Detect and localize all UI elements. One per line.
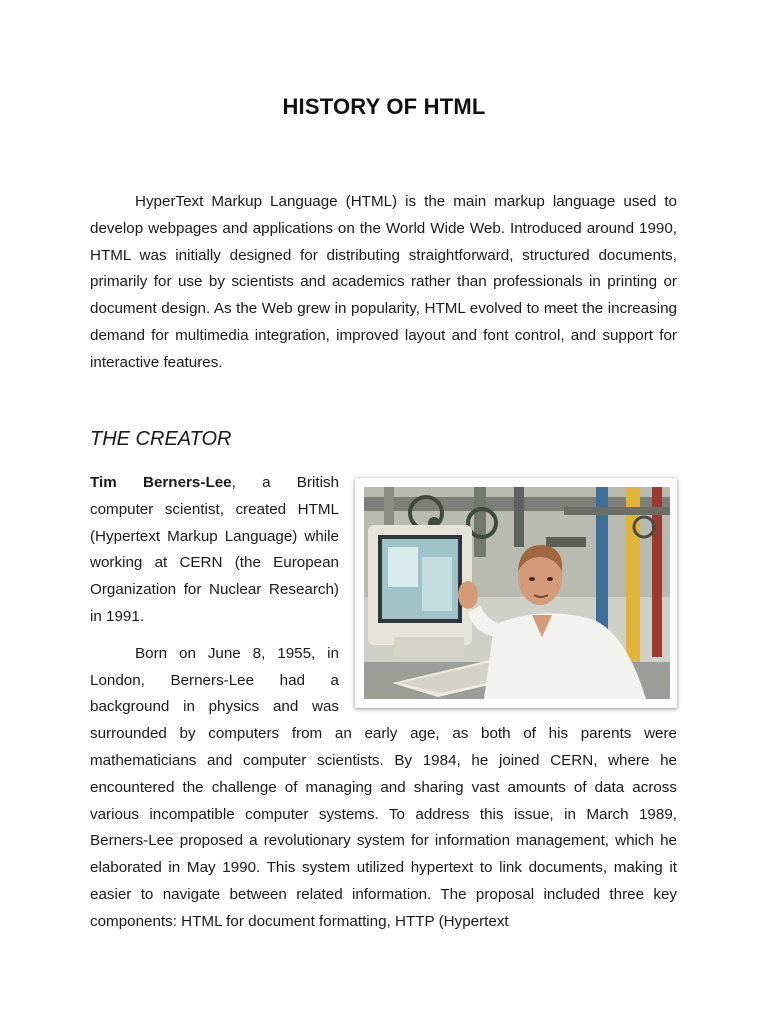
photo-of-man-at-computer xyxy=(364,487,670,699)
creator-name: Tim Berners-Lee xyxy=(90,474,232,491)
intro-paragraph: HyperText Markup Language (HTML) is the main markup language used to develop webpages and applications on the World Wide Web. Introduced around 1990, HTML was initially designed for distributing straightforward, structured documents, primarily for use by scientists and academics rather than professionals in printing or document design. As the Web grew in popularity, HTML evolved to meet the increasing demand for multimedia integration, improved layout and font control, and support for interactive features. xyxy=(90,193,677,371)
creator-paragraph-2: Born on June 8, 1955, in London, Berners-Lee had a background in physics and was surrounded by computers from an early age, as both of his parents were mathematicians and computer scientists. By 1984, he joined CERN, where he encountered the challenge of managing and sharing vast amounts of data across various incompatible computer systems. To address this issue, in March 1989, Berners-Lee proposed a revolutionary system for information management, which he elaborated in May 1990. This system utilized hypertext to link documents, making it easier to navigate between related information. The proposal included three key components: HTML for document formatting, HTTP (Hypertext xyxy=(90,644,677,930)
photo-figure xyxy=(355,478,677,708)
section-heading: THE CREATOR xyxy=(90,428,232,450)
page-title: HISTORY OF HTML xyxy=(282,94,486,119)
creator-section-body xyxy=(90,470,677,936)
creator-paragraph-1-text: , a British computer scientist, created HTML (Hypertext Markup Language) while working at CERN (the European Organization for Nuclear Research) in 1991. xyxy=(90,474,339,625)
